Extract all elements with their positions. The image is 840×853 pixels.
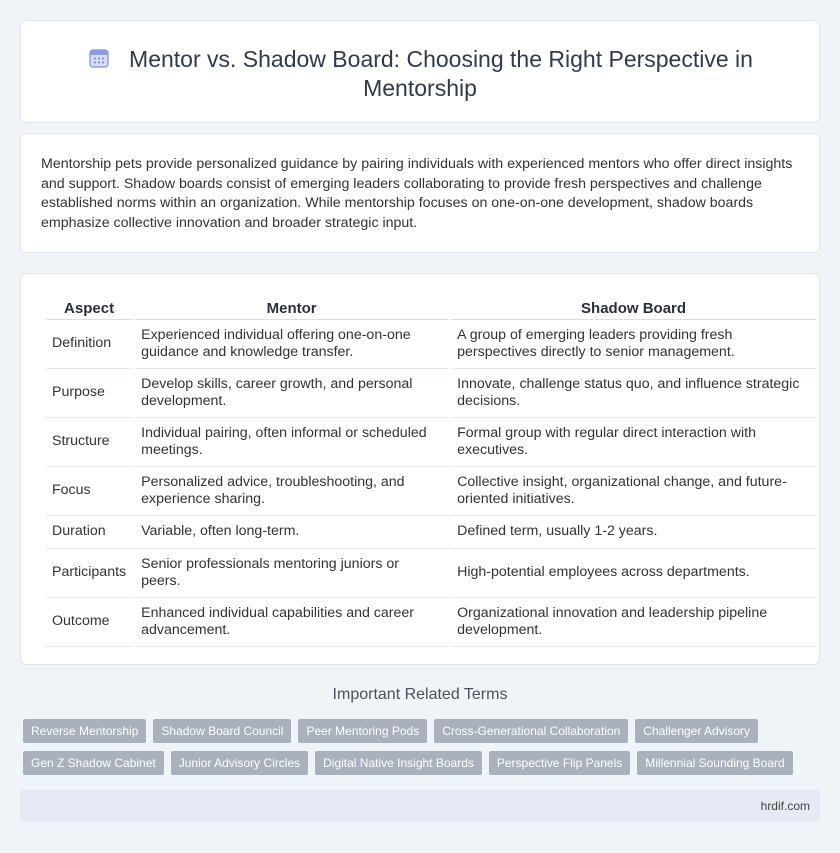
comparison-table-card [20, 273, 820, 665]
cell-mentor: Enhanced individual capabilities and career advancement. [135, 598, 448, 647]
cell-aspect: Outcome [46, 598, 132, 647]
table-header-row [46, 296, 816, 320]
tag-millennial-sounding-board[interactable]: Millennial Sounding Board [637, 751, 792, 775]
page-title-text: Mentor vs. Shadow Board: Choosing the Right Perspective in Mentorship [129, 46, 753, 101]
tag-shadow-board-council[interactable]: Shadow Board Council [153, 719, 291, 743]
cell-mentor: Experienced individual offering one-on-one guidance and knowledge transfer. [135, 320, 448, 369]
tag-digital-native-insight-boards[interactable]: Digital Native Insight Boards [315, 751, 482, 775]
cell-aspect: Structure [46, 418, 132, 467]
intro-paragraph: Mentorship pets provide personalized guidance by pairing individuals with experienced mentors who offer direct insights and support. Shadow boards consist of emerging leaders collaborating to provide fresh perspectives and challenge established norms within an organization. While mentorship focuses on one-on-one development, shadow boards emphasize collective innovation and broader strategic input. [41, 156, 793, 231]
cell-shadow-board: Collective insight, organizational change, and future-oriented initiatives. [451, 467, 816, 516]
column-header-aspect: Aspect [46, 296, 132, 320]
cell-aspect: Purpose [46, 369, 132, 418]
table-row [46, 549, 816, 598]
tag-reverse-mentorship[interactable]: Reverse Mentorship [23, 719, 146, 743]
tag-challenger-advisory[interactable]: Challenger Advisory [635, 719, 758, 743]
footer-site-link[interactable]: hrdif.com [760, 799, 810, 813]
cell-shadow-board: A group of emerging leaders providing fresh perspectives directly to senior management. [451, 320, 816, 369]
cell-aspect: Participants [46, 549, 132, 598]
cell-shadow-board: Defined term, usually 1-2 years. [451, 516, 816, 549]
tag-perspective-flip-panels[interactable]: Perspective Flip Panels [489, 751, 630, 775]
table-row [46, 418, 816, 467]
cell-mentor: Personalized advice, troubleshooting, and experience sharing. [135, 467, 448, 516]
cell-mentor: Develop skills, career growth, and personal development. [135, 369, 448, 418]
table-row [46, 467, 816, 516]
cell-aspect: Focus [46, 467, 132, 516]
cell-mentor: Variable, often long-term. [135, 516, 448, 549]
tag-row [23, 751, 803, 775]
related-terms-tags [23, 719, 803, 783]
header-card [20, 20, 820, 123]
cell-mentor: Senior professionals mentoring juniors or peers. [135, 549, 448, 598]
intro-card [20, 133, 820, 253]
cell-aspect: Definition [46, 320, 132, 369]
table-row [46, 369, 816, 418]
cell-shadow-board: High-potential employees across departments. [451, 549, 816, 598]
tag-gen-z-shadow-cabinet[interactable]: Gen Z Shadow Cabinet [23, 751, 164, 775]
comparison-table [43, 296, 819, 647]
table-row [46, 598, 816, 647]
calendar-icon [87, 46, 111, 70]
column-header-shadow-board: Shadow Board [451, 296, 816, 320]
column-header-mentor: Mentor [135, 296, 448, 320]
tag-cross-generational-collaboration[interactable]: Cross-Generational Collaboration [434, 719, 628, 743]
cell-aspect: Duration [46, 516, 132, 549]
cell-shadow-board: Organizational innovation and leadership pipeline development. [451, 598, 816, 647]
page-title [21, 45, 819, 103]
tag-peer-mentoring-pods[interactable]: Peer Mentoring Pods [298, 719, 427, 743]
table-row [46, 516, 816, 549]
cell-shadow-board: Formal group with regular direct interaction with executives. [451, 418, 816, 467]
table-row [46, 320, 816, 369]
related-terms-title: Important Related Terms [332, 686, 508, 703]
footer [20, 790, 820, 822]
tag-row [23, 719, 803, 743]
cell-shadow-board: Innovate, challenge status quo, and influence strategic decisions. [451, 369, 816, 418]
tag-junior-advisory-circles[interactable]: Junior Advisory Circles [171, 751, 308, 775]
cell-mentor: Individual pairing, often informal or scheduled meetings. [135, 418, 448, 467]
